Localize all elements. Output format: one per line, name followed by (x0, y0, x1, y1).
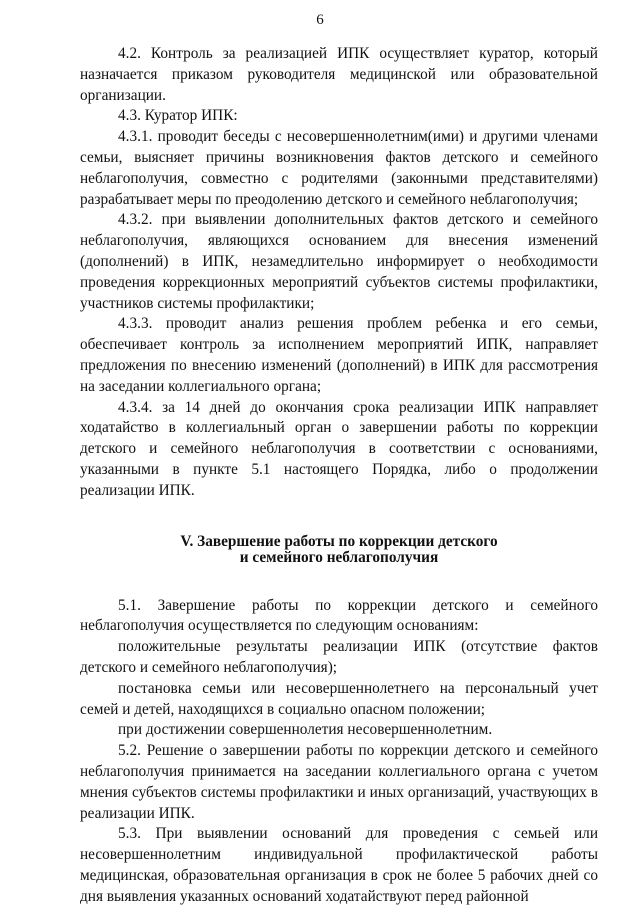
paragraph-5-1: 5.1. Завершение работы по коррекции детского и семейного неблагополучия осуществляется по следующим основаниям: (80, 596, 598, 635)
paragraph-4-3-4: 4.3.4. за 14 дней до окончания срока реализации ИПК направляет ходатайство в коллегиальный орган о завершении работы по коррекции детского и семейного неблагополучия в соответствии с основаниями, указанными в пункте 5.1 настоящего Порядка, либо о продолжении реализации ИПК. (80, 398, 598, 499)
paragraph-4-2: 4.2. Контроль за реализацией ИПК осуществляет куратор, который назначается приказом руководителя медицинской или образовательной организации. (80, 45, 598, 104)
section-heading (80, 534, 598, 566)
section-heading-line-1: V. Завершение работы по коррекции детского (180, 532, 498, 550)
paragraph-5-2: 5.2. Решение о завершении работы по коррекции детского и семейного неблагополучия принимается на заседании коллегиального органа с учетом мнения субъектов системы профилактики и иных организаций, участвующих в реализации ИПК. (80, 742, 598, 822)
paragraph-4-3-3: 4.3.3. проводит анализ решения проблем ребенка и его семьи, обеспечивает контроль за исполнением мероприятий ИПК, направляет предложения по внесению изменений (дополнений) в ИПК для рассмотрения на заседании коллегиального органа; (80, 315, 598, 395)
list-item-positive-results: положительные результаты реализации ИПК (отсутствие фактов детского и семейного неблагополучия); (80, 638, 598, 676)
paragraph-5-3: 5.3. При выявлении оснований для проведения с семьей или несовершеннолетним индивидуальной профилактической работы медицинская, образовательная организация в срок не более 5 рабочих дней со дня выявления указанных оснований ходатайствуют перед районной (80, 825, 598, 905)
paragraph-4-3: 4.3. Куратор ИПК: (118, 107, 238, 125)
paragraph-4-3-1: 4.3.1. проводит беседы с несовершеннолетним(ими) и другими членами семьи, выясняет причины возникновения фактов детского и семейного неблагополучия, совместно с родителями (законными представителями) разрабатывает меры по преодолению детского и семейного неблагополучия; (80, 128, 598, 208)
list-item-adulthood: при достижении совершеннолетия несовершеннолетним. (118, 721, 493, 739)
section-heading-line-2: и семейного неблагополучия (239, 548, 439, 566)
document-body (80, 44, 598, 907)
list-item-registration: постановка семьи или несовершеннолетнего на персональный учет семей и детей, находящихся в социально опасном положении; (80, 679, 598, 718)
page-number: 6 (316, 12, 324, 28)
paragraph-4-3-2: 4.3.2. при выявлении дополнительных фактов детского и семейного неблагополучия, являющихся основанием для внесения изменений (дополнений) в ИПК, незамедлительно информирует о необходимости проведения коррекционных мероприятий субъектов системы профилактики, участников системы профилактики; (80, 211, 598, 312)
